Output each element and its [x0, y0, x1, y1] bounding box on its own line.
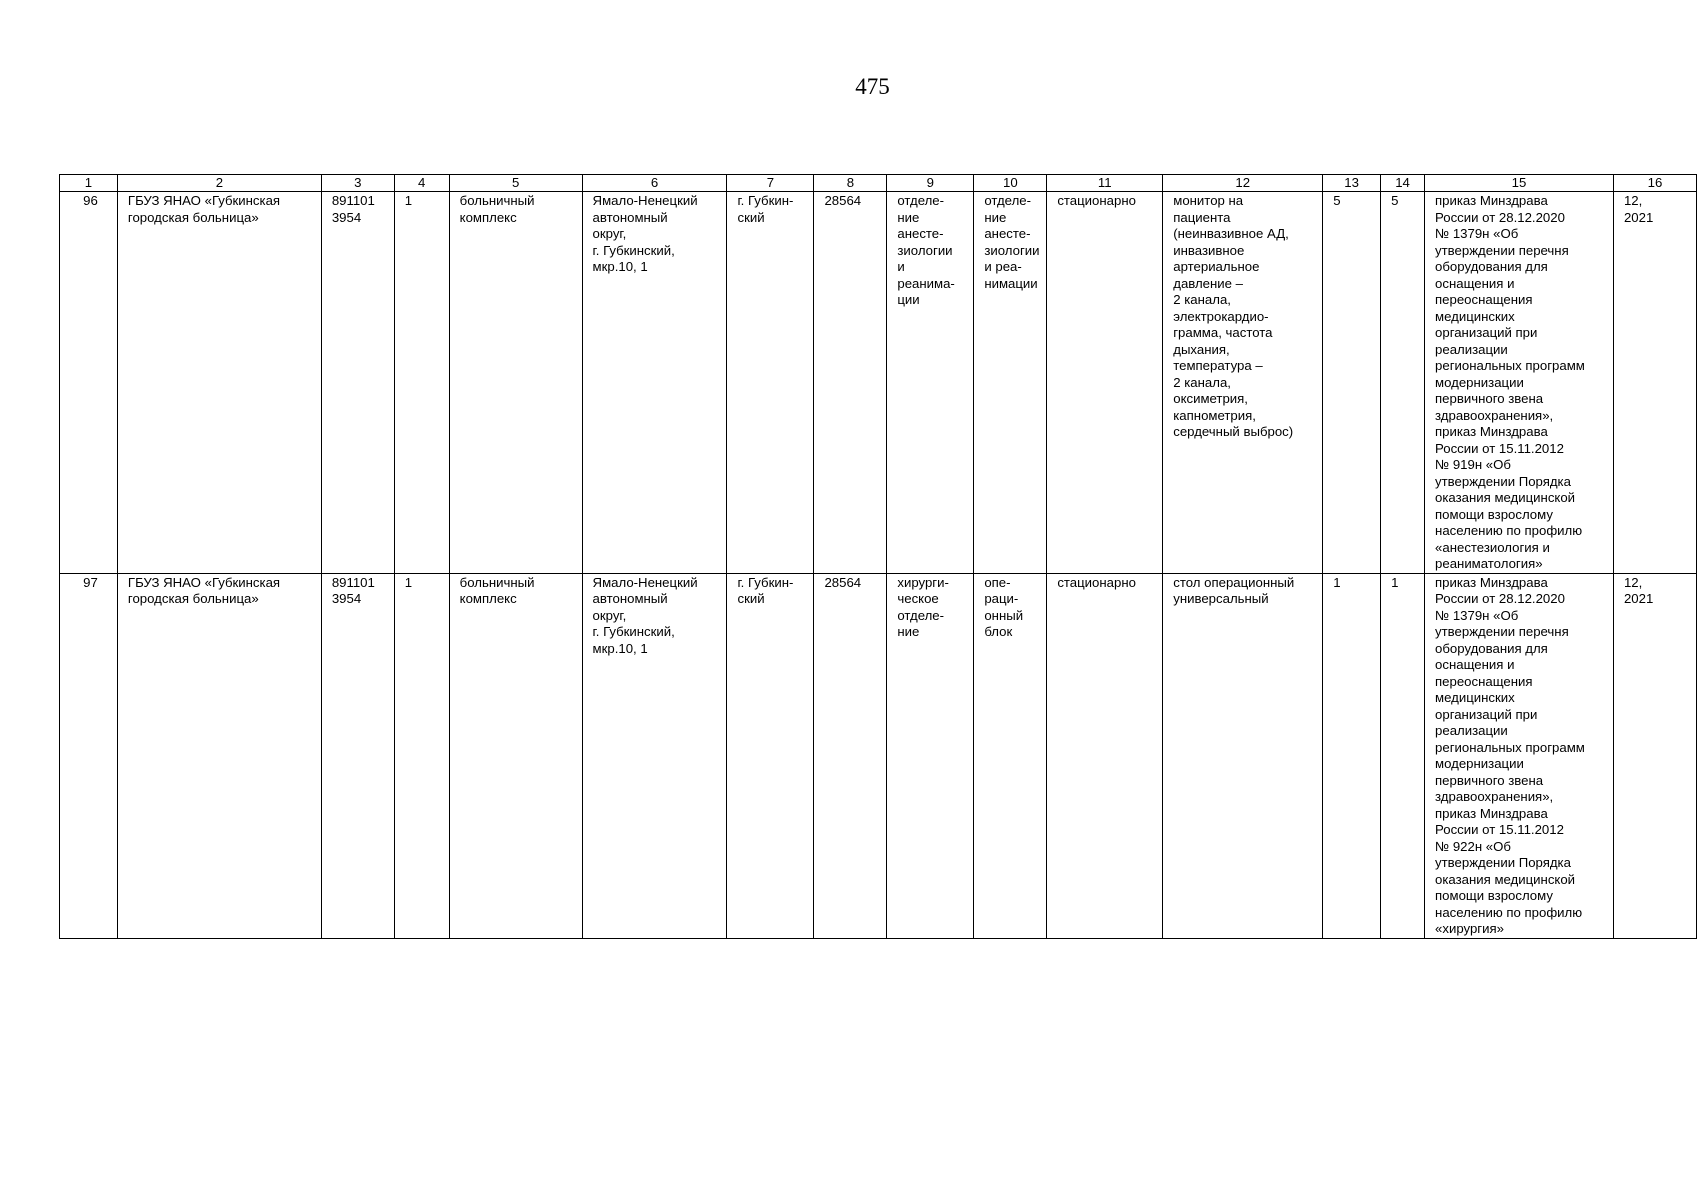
column-header: 1 — [60, 175, 118, 192]
cell-line: модернизации — [1435, 756, 1524, 771]
equipment-cell — [1163, 192, 1323, 574]
cell-line: 3954 — [331, 591, 362, 606]
column-header: 13 — [1323, 175, 1381, 192]
care-mode-cell: стационарно — [1047, 573, 1163, 938]
cell-line: здравоохранения», — [1435, 789, 1554, 804]
cell-line: 2021 — [1623, 209, 1654, 225]
count-cell: 1 — [394, 573, 449, 938]
column-header: 7 — [727, 175, 814, 192]
cell-line: реализации — [1435, 723, 1508, 738]
cell-line: монитор на — [1173, 193, 1244, 208]
cell-line: г. Губкин- — [737, 574, 794, 590]
cell-line: оксиметрия, — [1173, 391, 1248, 406]
column-header: 6 — [582, 175, 727, 192]
cell-line: комплекс — [459, 591, 517, 606]
cell-line: капнометрия, — [1173, 407, 1256, 423]
cell-line: анесте- — [984, 226, 1031, 241]
cell-line: России от 15.11.2012 — [1435, 822, 1564, 837]
cell-line: № 919н «Об — [1435, 457, 1511, 472]
cell-line: модернизации — [1435, 374, 1524, 390]
cell-line: отделе- — [897, 607, 945, 623]
cell-line: зиологии — [984, 242, 1040, 258]
page-number: 475 — [855, 74, 890, 99]
cell-line: России от 28.12.2020 — [1435, 591, 1565, 606]
column-header: 11 — [1047, 175, 1163, 192]
facility-type-cell — [449, 573, 582, 938]
table-row — [60, 573, 1697, 938]
cell-line: электрокардио- — [1173, 308, 1269, 324]
address-cell — [582, 573, 727, 938]
city-cell — [727, 573, 814, 938]
cell-line: региональных программ — [1435, 739, 1585, 755]
cell-line: автономный — [592, 209, 668, 225]
cell-line: ние — [897, 209, 920, 225]
legal-basis-cell — [1425, 573, 1614, 938]
cell-line: приказ Минздрава — [1435, 574, 1548, 590]
department-cell — [887, 192, 974, 574]
cell-line: ский — [737, 591, 765, 606]
column-header: 5 — [449, 175, 582, 192]
cell-line: ГБУЗ ЯНАО «Губкинская — [127, 574, 281, 590]
cell-line: температура – — [1173, 358, 1263, 373]
period-cell — [1613, 573, 1696, 938]
column-header: 9 — [887, 175, 974, 192]
cell-line: России от 15.11.2012 — [1435, 440, 1564, 456]
organization-cell — [117, 192, 321, 574]
cell-line: Ямало-Ненецкий — [592, 574, 698, 590]
cell-line: 2 канала, — [1173, 292, 1231, 307]
row-number-cell: 97 — [60, 573, 118, 938]
cell-line: оборудования для — [1435, 259, 1548, 274]
cell-line: «анестезиология и — [1435, 539, 1550, 555]
cell-line: ции — [897, 292, 920, 307]
cell-line: автономный — [592, 591, 668, 606]
cell-line: сердечный выброс) — [1173, 424, 1294, 439]
quantity-cell: 1 — [1381, 573, 1425, 938]
cell-line: онный — [984, 607, 1024, 623]
column-number-row — [60, 175, 1697, 192]
cell-line: нимации — [984, 275, 1038, 291]
cell-line: инвазивное — [1173, 242, 1245, 258]
cell-line: мкр.10, 1 — [592, 259, 648, 274]
cell-line: мкр.10, 1 — [592, 640, 648, 656]
cell-line: зиологии — [897, 242, 953, 258]
cell-line: грамма, частота — [1173, 325, 1273, 340]
cell-line: реанима- — [897, 275, 955, 291]
cell-line: утверждении Порядка — [1435, 473, 1571, 489]
cell-line: раци- — [984, 591, 1019, 606]
cell-line: 2021 — [1623, 591, 1654, 606]
cell-line: городская больница» — [127, 591, 259, 606]
cell-line: реаниматология» — [1435, 556, 1543, 571]
cell-line: и реа- — [984, 259, 1022, 274]
cell-line: хирурги- — [897, 574, 949, 590]
cell-line: опе- — [984, 574, 1011, 590]
cell-line: анесте- — [897, 226, 944, 241]
cell-line: первичного звена — [1435, 772, 1544, 788]
equipment-cell — [1163, 573, 1323, 938]
cell-line: артериальное — [1173, 259, 1260, 274]
cell-line: отделе- — [984, 193, 1031, 208]
cell-line: реализации — [1435, 341, 1508, 357]
column-header: 8 — [814, 175, 887, 192]
column-header: 15 — [1425, 175, 1614, 192]
cell-line: и — [897, 259, 905, 274]
cell-line: Ямало-Ненецкий — [592, 193, 698, 208]
unit-cell — [974, 573, 1047, 938]
cell-line: г. Губкинский, — [592, 624, 675, 639]
cell-line: переоснащения — [1435, 292, 1533, 307]
cell-line: 3954 — [331, 209, 362, 225]
cell-line: утверждении перечня — [1435, 242, 1569, 258]
cell-line: ние — [897, 624, 920, 639]
cell-line: оборудования для — [1435, 640, 1548, 656]
cell-line: больничный — [459, 193, 535, 208]
cell-line: утверждении перечня — [1435, 624, 1569, 639]
equipment-registry-table — [59, 174, 1697, 939]
cell-line: переоснащения — [1435, 673, 1533, 689]
cell-line: округ, — [592, 607, 627, 623]
cell-line: медицинских — [1435, 690, 1515, 705]
legal-basis-cell — [1425, 192, 1614, 574]
cell-line: помощи взрослому — [1435, 888, 1553, 903]
cell-line: помощи взрослому — [1435, 506, 1553, 522]
cell-line: 2 канала, — [1173, 374, 1231, 390]
table-row — [60, 192, 1697, 574]
cell-line: давление – — [1173, 275, 1243, 291]
code-cell — [321, 192, 394, 574]
cell-line: комплекс — [459, 209, 517, 225]
column-header: 12 — [1163, 175, 1323, 192]
cell-line: приказ Минздрава — [1435, 805, 1548, 821]
cell-line: оказания медицинской — [1435, 871, 1576, 887]
cell-line: г. Губкинский, — [592, 242, 675, 258]
department-cell — [887, 573, 974, 938]
cell-line: блок — [984, 624, 1013, 639]
cell-line: стол операционный — [1173, 574, 1295, 590]
quantity-cell: 5 — [1323, 192, 1381, 574]
quantity-cell: 1 — [1323, 573, 1381, 938]
cell-line: отделе- — [897, 193, 945, 208]
row-number-cell: 96 — [60, 192, 118, 574]
count-cell: 1 — [394, 192, 449, 574]
cell-line: № 922н «Об — [1435, 838, 1511, 854]
cell-line: дыхания, — [1173, 341, 1230, 357]
cell-line: (неинвазивное АД, — [1173, 226, 1289, 241]
column-header: 16 — [1613, 175, 1696, 192]
column-header: 14 — [1381, 175, 1425, 192]
cell-line: ние — [984, 209, 1007, 225]
cell-line: 891101 — [331, 193, 375, 208]
cell-line: ГБУЗ ЯНАО «Губкинская — [127, 193, 281, 208]
cell-line: № 1379н «Об — [1435, 226, 1519, 241]
cell-line: населению по профилю — [1435, 904, 1583, 920]
cell-line: «хирургия» — [1435, 921, 1504, 936]
oktmo-cell: 28564 — [814, 573, 887, 938]
care-mode-cell: стационарно — [1047, 192, 1163, 574]
cell-line: медицинских — [1435, 308, 1515, 324]
cell-line: приказ Минздрава — [1435, 193, 1548, 208]
cell-line: 891101 — [331, 574, 375, 590]
unit-cell — [974, 192, 1047, 574]
cell-line: приказ Минздрава — [1435, 424, 1548, 439]
column-header: 10 — [974, 175, 1047, 192]
cell-line: 12, — [1623, 193, 1643, 208]
cell-line: 12, — [1623, 574, 1643, 590]
cell-line: г. Губкин- — [737, 193, 794, 208]
code-cell — [321, 573, 394, 938]
cell-line: России от 28.12.2020 — [1435, 209, 1565, 225]
column-header: 3 — [321, 175, 394, 192]
cell-line: № 1379н «Об — [1435, 607, 1519, 623]
cell-line: региональных программ — [1435, 358, 1585, 373]
cell-line: пациента — [1173, 209, 1231, 225]
address-cell — [582, 192, 727, 574]
quantity-cell: 5 — [1381, 192, 1425, 574]
cell-line: ческое — [897, 591, 939, 606]
cell-line: первичного звена — [1435, 391, 1544, 406]
period-cell — [1613, 192, 1696, 574]
cell-line: организаций при — [1435, 325, 1538, 340]
cell-line: больничный — [459, 574, 535, 590]
column-header: 2 — [117, 175, 321, 192]
cell-line: ский — [737, 209, 765, 225]
cell-line: здравоохранения», — [1435, 407, 1554, 423]
cell-line: округ, — [592, 226, 627, 241]
cell-line: оснащения и — [1435, 275, 1515, 291]
cell-line: организаций при — [1435, 706, 1538, 722]
facility-type-cell — [449, 192, 582, 574]
organization-cell — [117, 573, 321, 938]
cell-line: оснащения и — [1435, 657, 1515, 672]
cell-line: городская больница» — [127, 209, 259, 225]
city-cell — [727, 192, 814, 574]
cell-line: универсальный — [1173, 591, 1269, 606]
oktmo-cell: 28564 — [814, 192, 887, 574]
cell-line: населению по профилю — [1435, 523, 1583, 538]
cell-line: оказания медицинской — [1435, 490, 1576, 505]
cell-line: утверждении Порядка — [1435, 855, 1571, 870]
column-header: 4 — [394, 175, 449, 192]
